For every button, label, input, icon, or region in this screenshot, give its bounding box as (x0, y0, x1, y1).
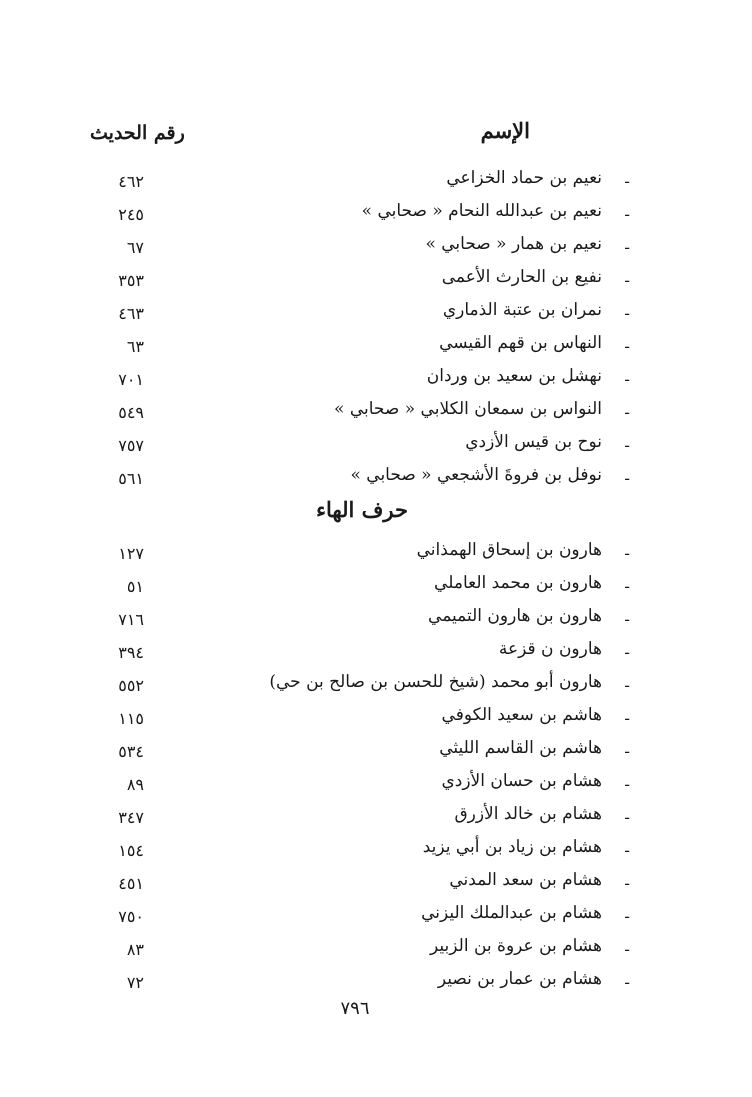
entries-list-nun (100, 166, 630, 496)
narrator-name: هشام بن عبدالملك اليزني (421, 903, 602, 923)
list-item (100, 703, 630, 736)
list-item (100, 331, 630, 364)
entry-dash: - (624, 205, 630, 225)
hadith-number: ٥٣٤ (118, 742, 144, 761)
hadith-number: ١١٥ (118, 709, 144, 728)
narrator-name: هارون ن قزعة (498, 639, 602, 659)
list-item (100, 967, 630, 1000)
hadith-number: ٦٧ (126, 238, 144, 257)
entry-dash: - (624, 907, 630, 927)
list-item (100, 265, 630, 298)
list-item (100, 901, 630, 934)
entry-dash: - (624, 238, 630, 258)
list-item (100, 769, 630, 802)
page-number: ٧٩٦ (340, 998, 370, 1019)
narrator-name: نهشل بن سعيد بن وردان (426, 366, 602, 386)
narrator-name: نعيم بن همار « صحابي » (425, 234, 602, 254)
list-item (100, 571, 630, 604)
list-item (100, 397, 630, 430)
narrator-name: هشام بن خالد الأزرق (454, 804, 602, 824)
list-item (100, 166, 630, 199)
hadith-number: ٨٩ (126, 775, 144, 794)
hadith-number: ٨٣ (126, 940, 144, 959)
hadith-number-column-heading: رقم الحديث (90, 122, 185, 144)
narrator-name: نعيم بن حماد الخزاعي (446, 168, 602, 188)
narrator-name: هارون أبو محمد (شيخ للحسن بن صالح بن حي) (269, 672, 602, 692)
hadith-number: ٧٥٧ (118, 436, 144, 455)
entry-dash: - (624, 874, 630, 894)
hadith-number: ٧٢ (126, 973, 144, 992)
entry-dash: - (624, 775, 630, 795)
entry-dash: - (624, 337, 630, 357)
narrator-name: هارون بن إسحاق الهمذاني (416, 540, 602, 560)
list-item (100, 835, 630, 868)
narrator-name: نفيع بن الحارث الأعمى (441, 267, 602, 287)
entry-dash: - (624, 709, 630, 729)
list-item (100, 430, 630, 463)
list-item (100, 802, 630, 835)
entry-dash: - (624, 973, 630, 993)
entry-dash: - (624, 643, 630, 663)
narrator-name: هشام بن عروة بن الزبير (430, 936, 602, 956)
hadith-number: ٤٥١ (118, 874, 144, 893)
entries-list-haa (100, 538, 630, 1000)
list-item (100, 232, 630, 265)
entry-dash: - (624, 436, 630, 456)
column-header (90, 118, 538, 154)
narrator-name: هشام بن عمار بن نصير (437, 969, 602, 989)
list-item (100, 604, 630, 637)
hadith-number: ٧١٦ (118, 610, 144, 629)
entry-dash: - (624, 808, 630, 828)
hadith-number: ٥٥٢ (118, 676, 144, 695)
entry-dash: - (624, 172, 630, 192)
list-item (100, 736, 630, 769)
list-item (100, 298, 630, 331)
entry-dash: - (624, 577, 630, 597)
list-item (100, 538, 630, 571)
list-item (100, 199, 630, 232)
entry-dash: - (624, 271, 630, 291)
entry-dash: - (624, 469, 630, 489)
hadith-number: ٧٠١ (118, 370, 144, 389)
list-item (100, 868, 630, 901)
narrator-name: نوفل بن فروةَ الأشجعي « صحابي » (350, 465, 602, 485)
entry-dash: - (624, 370, 630, 390)
hadith-number: ٥٤٩ (118, 403, 144, 422)
hadith-number: ٥٦١ (118, 469, 144, 488)
hadith-number: ٣٤٧ (118, 808, 144, 827)
hadith-number: ٧٥٠ (118, 907, 144, 926)
narrator-name: هاشم بن سعيد الكوفي (441, 705, 602, 725)
narrator-name: نمران بن عتبة الذماري (442, 300, 602, 320)
hadith-number: ٣٩٤ (118, 643, 144, 662)
hadith-number: ٤٦٢ (118, 172, 144, 191)
entry-dash: - (624, 544, 630, 564)
entry-dash: - (624, 676, 630, 696)
hadith-number: ١٥٤ (118, 841, 144, 860)
narrator-name: نعيم بن عبدالله النحام « صحابي » (361, 201, 602, 221)
list-item (100, 637, 630, 670)
list-item (100, 670, 630, 703)
name-column-heading: الإسم (480, 118, 530, 143)
narrator-name: هارون بن محمد العاملي (434, 573, 602, 593)
hadith-number: ٦٣ (126, 337, 144, 356)
narrator-name: النواس بن سمعان الكلابي « صحابي » (334, 399, 602, 419)
entry-dash: - (624, 304, 630, 324)
narrator-name: هشام بن سعد المدني (449, 870, 602, 890)
list-item (100, 934, 630, 967)
list-item (100, 364, 630, 397)
narrator-name: هارون بن هارون التميمي (428, 606, 602, 626)
entry-dash: - (624, 403, 630, 423)
section-heading-haa: حرف الهاء (316, 497, 408, 522)
hadith-number: ٣٥٣ (118, 271, 144, 290)
entry-dash: - (624, 742, 630, 762)
list-item (100, 463, 630, 496)
hadith-number: ١٢٧ (118, 544, 144, 563)
hadith-number: ٤٦٣ (118, 304, 144, 323)
entry-dash: - (624, 610, 630, 630)
narrator-name: النهاس بن قهم القيسي (439, 333, 602, 353)
narrator-name: نوح بن قيس الأزدي (465, 432, 602, 452)
hadith-number: ٢٤٥ (118, 205, 144, 224)
narrator-name: هشام بن زياد بن أبي يزيد (422, 837, 602, 857)
entry-dash: - (624, 940, 630, 960)
hadith-number: ٥١ (126, 577, 144, 596)
narrator-name: هاشم بن القاسم الليثي (439, 738, 602, 758)
narrator-name: هشام بن حسان الأزدي (441, 771, 602, 791)
entry-dash: - (624, 841, 630, 861)
